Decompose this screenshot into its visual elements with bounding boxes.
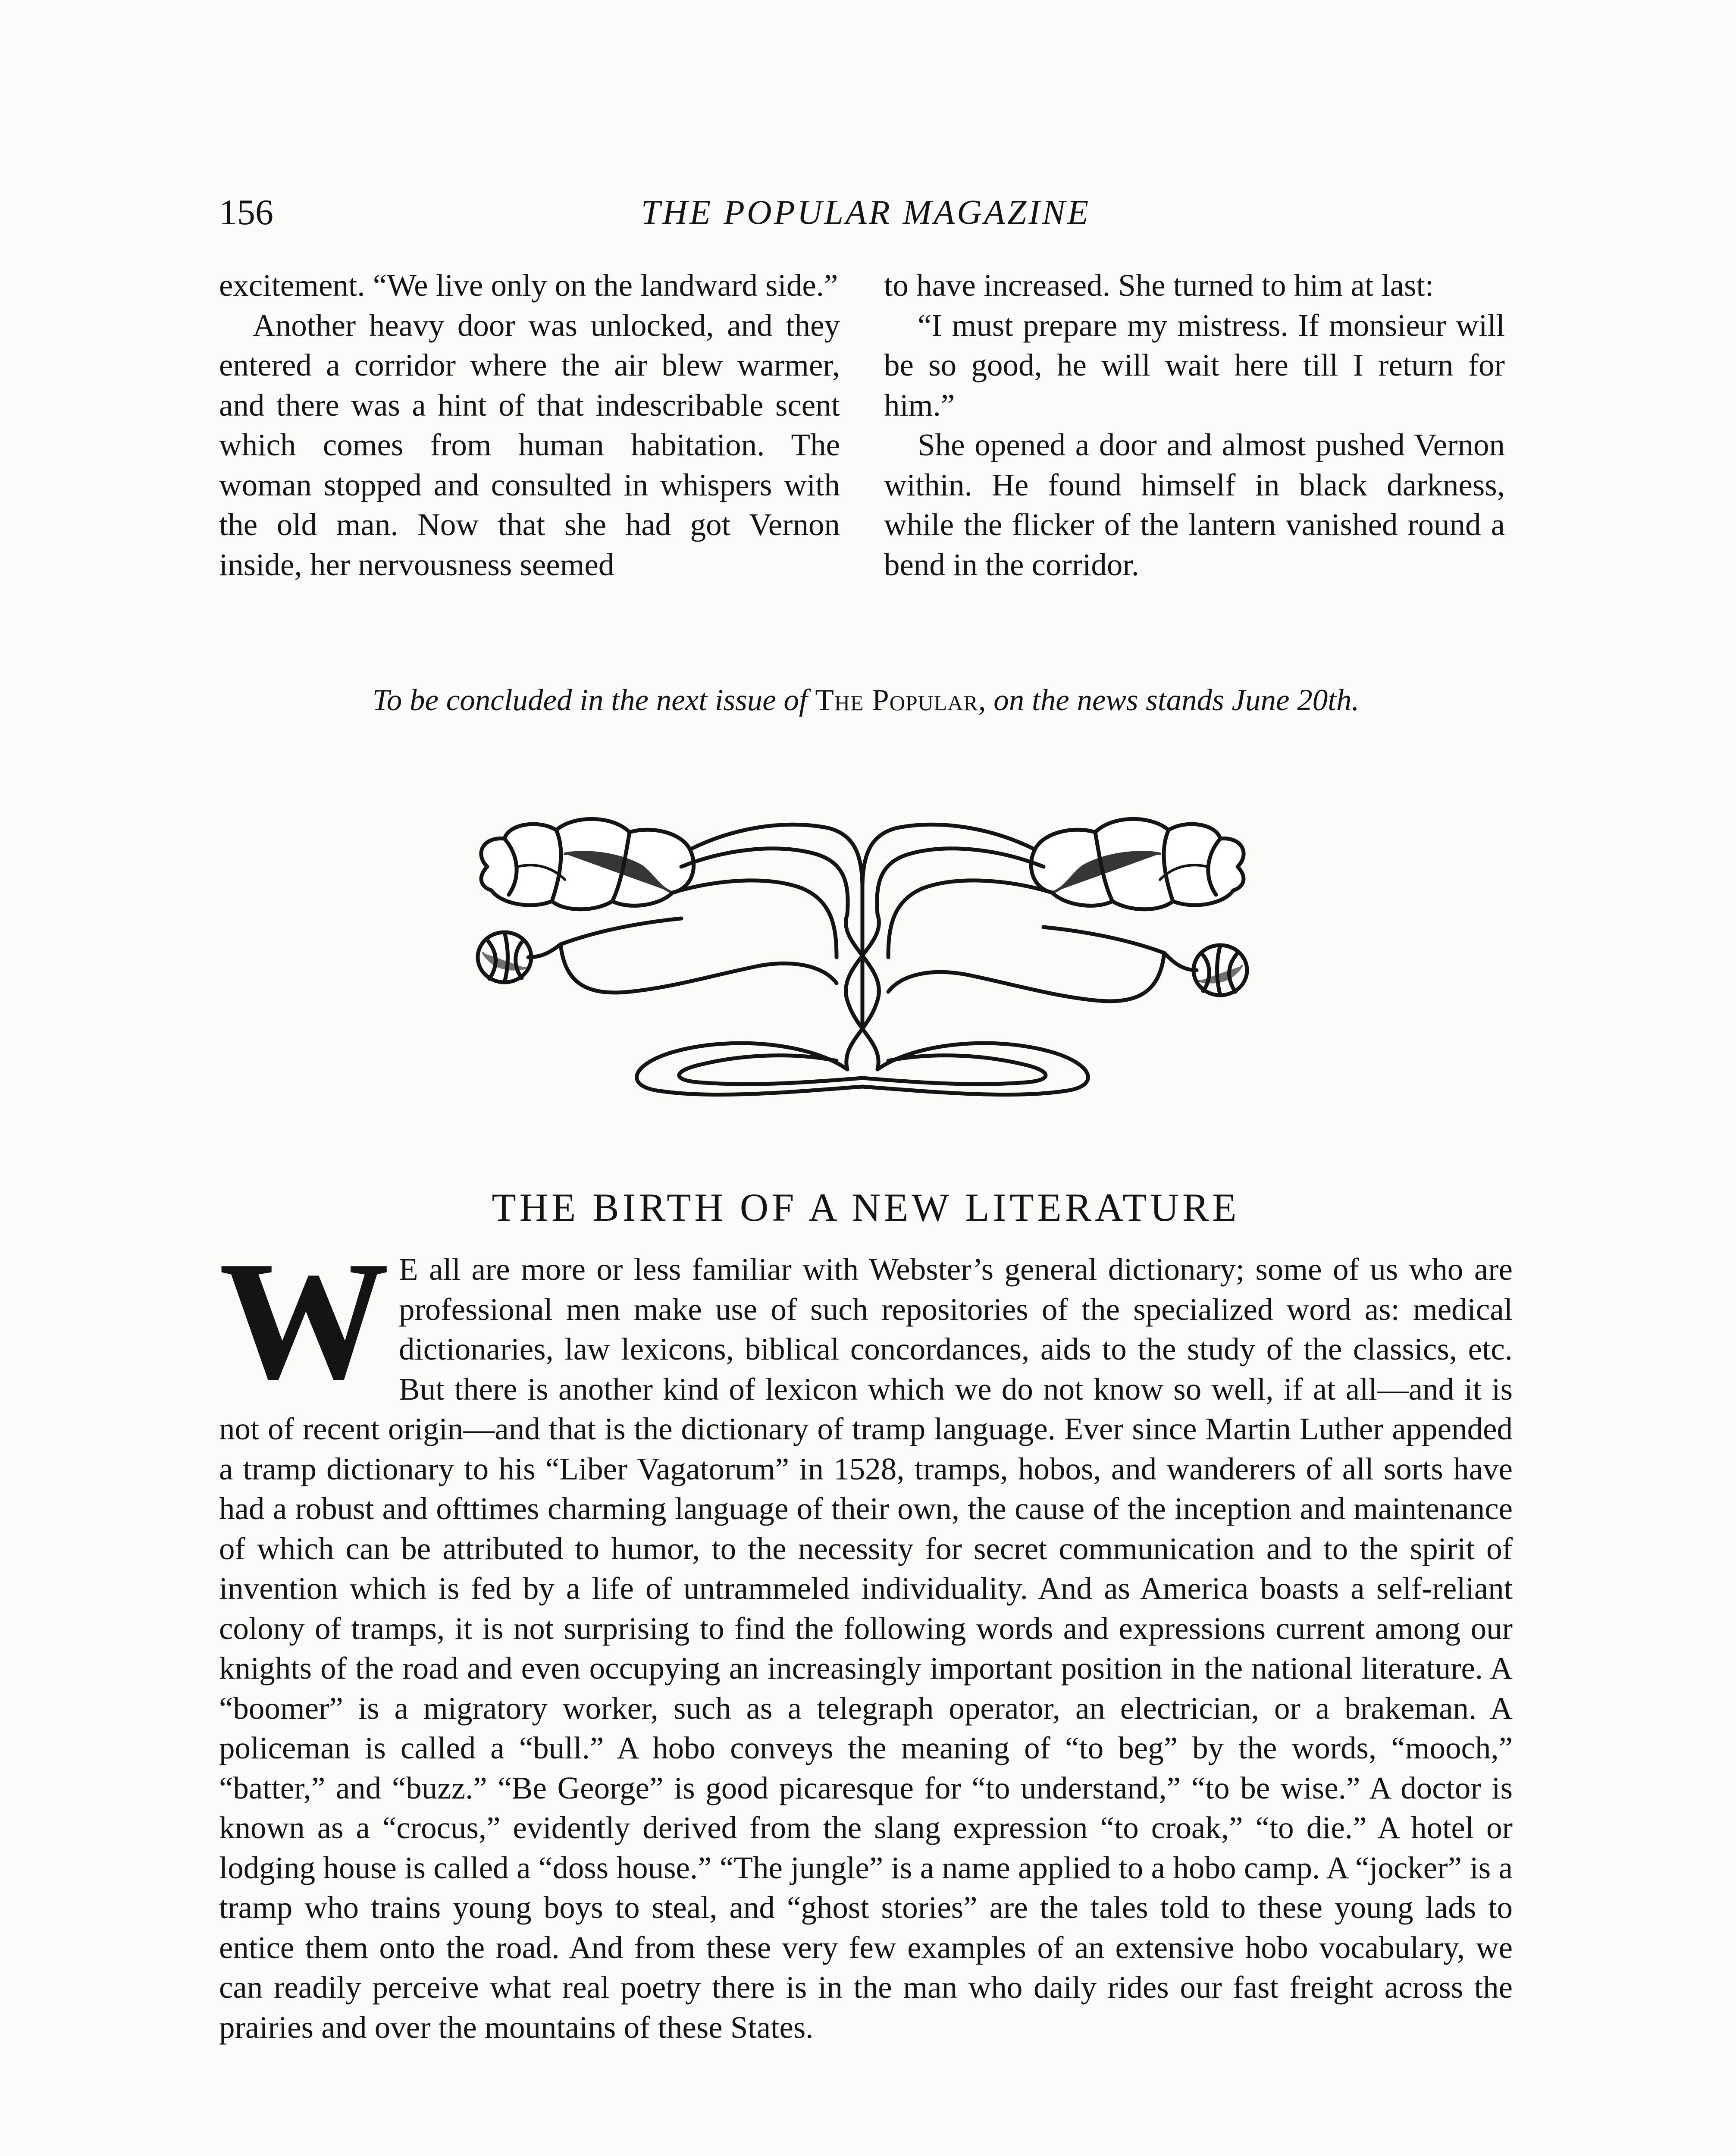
left-column [219, 266, 840, 585]
continuation-magazine: The Popular [815, 683, 978, 717]
right-column [884, 266, 1505, 585]
story-columns [219, 266, 1513, 671]
article-body [219, 1226, 1513, 2047]
article-paragraph: E all are more or less familiar with Webster’s general dictionary; some of us who are professional men make use of such repositories of the specialized word as: medical dictionaries, law lexicons, biblical concordances, aids to the study of the classics, etc. But there is another kind of lexicon which we do not know so well, if at all—and it is not of recent origin—and that is the dictionary of tramp language. Ever since Martin Luther appended a tramp dictionary to his “Liber Vagatorum” in 1528, tramps, hobos, and wanderers of all sorts have had a robust and ofttimes charming language of their own, the cause of the inception and maintenance of which can be attributed to humor, to the necessity for secret communication and to the spirit of invention which is fed by a life of untrammeled individuality. And as America boasts a self-reliant colony of tramps, it is not surprising to find the following words and expressions current among our knights of the road and even occupying an increasingly important position in the national literature. A “boomer” is a migratory worker, such as a telegraph operator, an electrician, or a brakeman. A policeman is called a “bull.” A hobo conveys the meaning of “to beg” by the words, “mooch,” “batter,” and “buzz.” “Be George” is good picaresque for “to understand,” “to be wise.” A doctor is known as a “crocus,” evidently derived from the slang expression “to croak,” “to die.” A hotel or lodging house is called a “doss house.” “The jungle” is a name applied to a hobo camp. A “jocker” is a tramp who trains young boys to steal, and “ghost stories” are the tales told to these young lads to entice them onto the road. And from these very few examples of an extensive hobo vocabulary, we can readily perceive what real poetry there is in the man who daily rides our fast freight across the prairies and over the mountains of these States. [219, 1252, 1513, 2045]
page-header [219, 189, 1513, 236]
continuation-suffix: , on the news stands June 20th. [978, 683, 1360, 717]
right-paragraph-3: She opened a door and almost pushed Vernon within. He found himself in black darkness, while the flicker of the lantern vanished round a bend in the corridor. [884, 427, 1505, 582]
page-number: 156 [219, 192, 273, 232]
left-poppy-flower-icon [481, 819, 694, 909]
article-title: THE BIRTH OF A NEW LITERATURE [492, 1185, 1240, 1229]
drop-cap: W [219, 1226, 389, 1415]
art-nouveau-poppy-ornament [457, 802, 1268, 1104]
continuation-prefix: To be concluded in the next issue of [372, 683, 815, 717]
running-head: THE POPULAR MAGAZINE [641, 194, 1091, 232]
left-paragraph-1: excitement. “We live only on the landward side.” [219, 268, 838, 303]
right-bud-icon [1164, 945, 1247, 995]
right-paragraph-2: “I must prepare my mistress. If monsieur will be so good, he will wait here till I return for him.” [884, 307, 1505, 423]
continuation-note [219, 680, 1513, 720]
right-poppy-flower-icon [1031, 819, 1244, 909]
left-paragraph-2: Another heavy door was unlocked, and they entered a corridor where the air blew warmer, and there was a hint of that indescribable scent which comes from human habitation. The woman stopped and consulted in whispers with the old man. Now that she had got Vernon inside, her nervousness seemed [219, 307, 840, 582]
left-bud-icon [478, 932, 561, 982]
right-paragraph-1: to have increased. She turned to him at last: [884, 268, 1434, 303]
